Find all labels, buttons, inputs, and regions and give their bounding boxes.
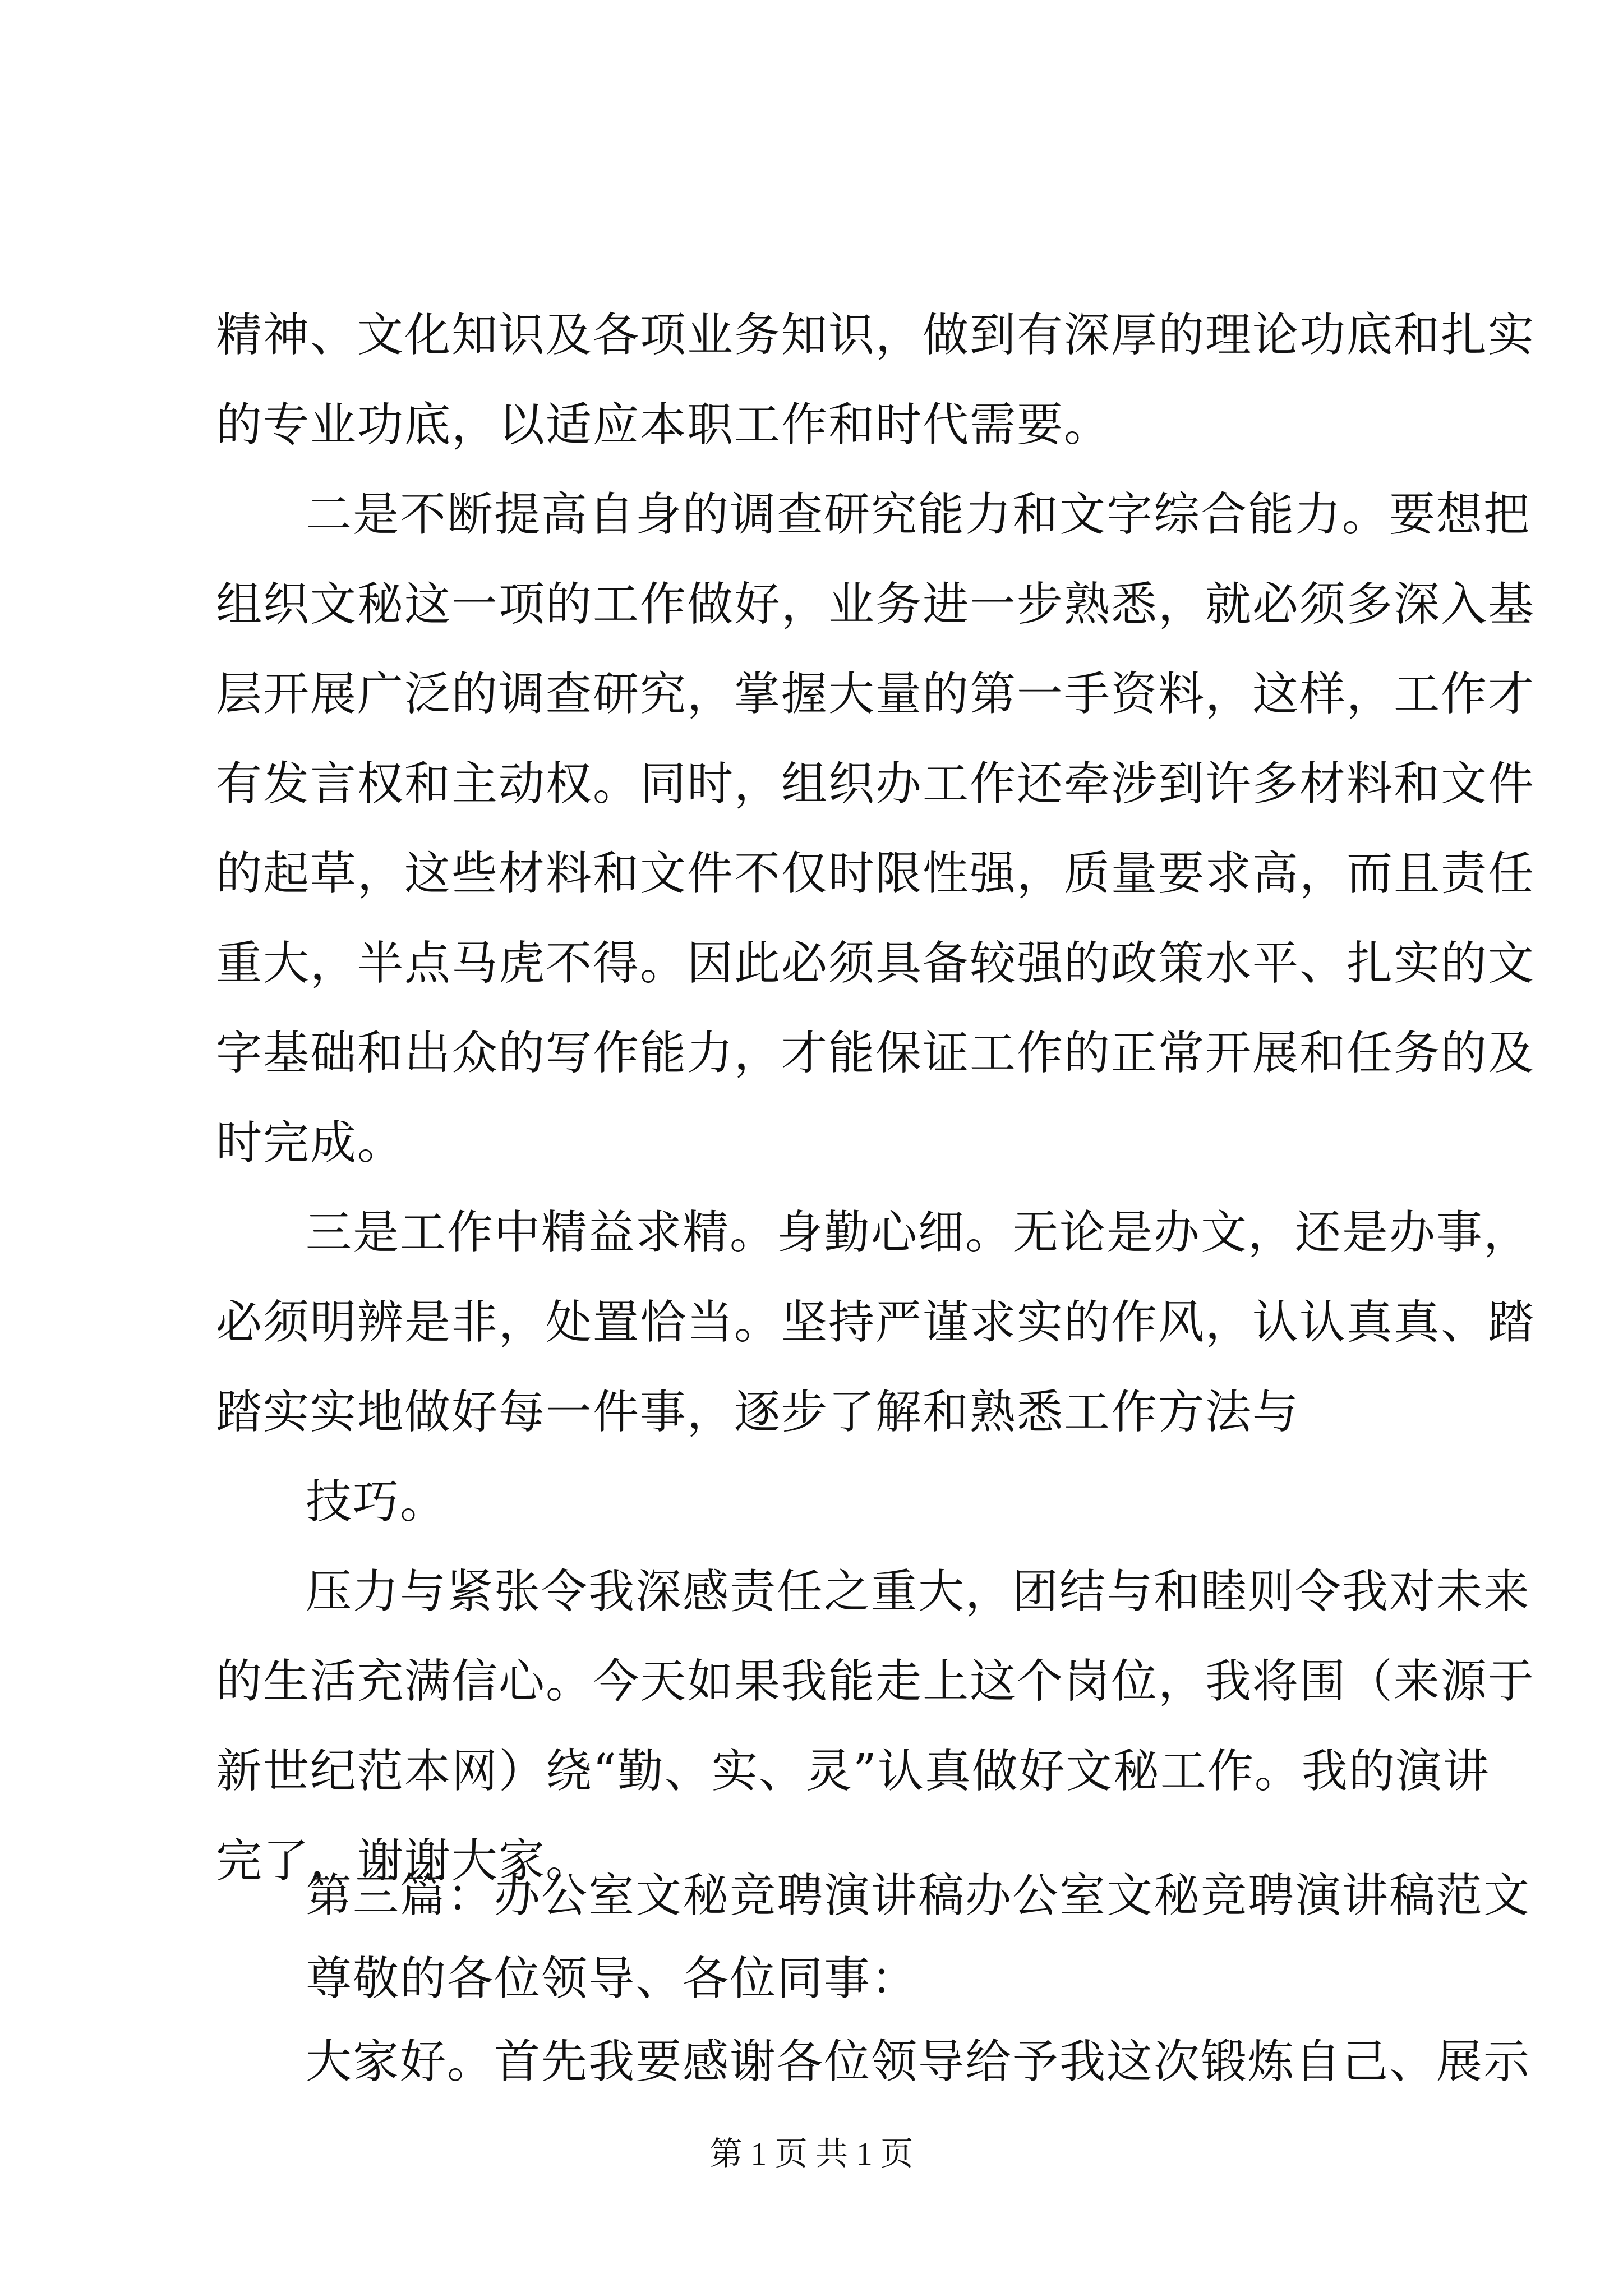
text-line-21: 大家好。首先我要感谢各位领导给予我这次锻炼自己、展示 [306,2035,1531,2088]
text-line-5: 层开展广泛的调查研究，掌握大量的第一手资料，这样，工作才 [216,668,1536,721]
text-line-10: 时完成。 [216,1116,405,1170]
text-line-11: 三是工作中精益求精。身勤心细。无论是办文，还是办事， [306,1206,1531,1259]
text-line-16: 的生活充满信心。今天如果我能走上这个岗位，我将围（来源于 [216,1655,1536,1708]
text-line-15: 压力与紧张令我深感责任之重大，团结与和睦则令我对未来 [306,1565,1531,1618]
text-line-6: 有发言权和主动权。同时，组织办工作还牵涉到许多材料和文件 [216,757,1536,811]
text-line-9: 字基础和出众的写作能力，才能保证工作的正常开展和任务的及 [216,1027,1536,1080]
page-footer: 第 1 页 共 1 页 [709,2136,914,2172]
text-line-8: 重大，半点马虎不得。因此必须具备较强的政策水平、扎实的文 [216,937,1536,990]
section-heading: 第三篇：办公室文秘竞聘演讲稿办公室文秘竞聘演讲稿范文 [306,1869,1531,1922]
text-line-3: 二是不断提高自身的调查研究能力和文字综合能力。要想把 [306,488,1531,541]
text-line-14: 技巧。 [306,1475,448,1529]
text-line-1: 精神、文化知识及各项业务知识，做到有深厚的理论功底和扎实 [216,309,1536,362]
text-line-13: 踏实实地做好每一件事，逐步了解和熟悉工作方法与 [216,1386,1300,1439]
text-line-18: 完了，谢谢大家。 [216,1834,593,1888]
text-line-2: 的专业功底，以适应本职工作和时代需要。 [216,398,1112,452]
text-line-4: 组织文秘这一项的工作做好，业务进一步熟悉，就必须多深入基 [216,578,1536,631]
text-line-12: 必须明辨是非，处置恰当。坚持严谨求实的作风，认认真真、踏 [216,1296,1536,1349]
text-line-17: 新世纪范本网）绕“勤、实、灵”认真做好文秘工作。我的演讲 [216,1745,1490,1798]
text-line-7: 的起草，这些材料和文件不仅时限性强，质量要求高，而且责任 [216,847,1536,900]
salutation: 尊敬的各位领导、各位同事： [306,1952,919,2005]
